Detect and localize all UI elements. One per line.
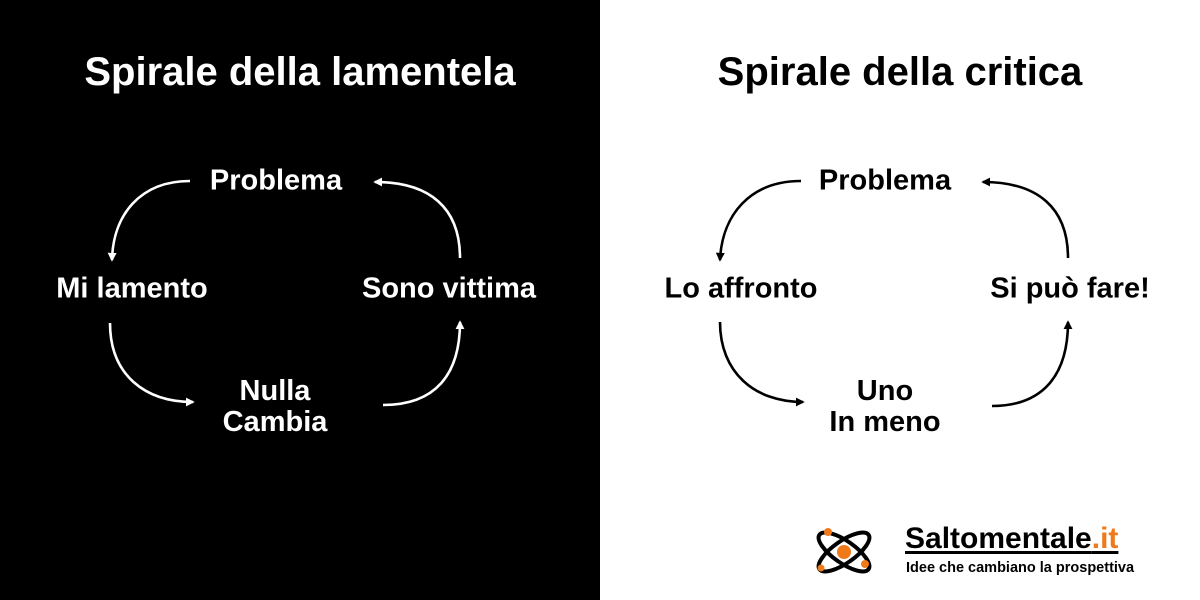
brand-name[interactable] — [905, 522, 1118, 556]
node-victim: Sono vittima — [361, 272, 537, 305]
arrow-complain-to-nothing-changes — [110, 323, 193, 402]
node-nothing-changes-line1: Nulla — [239, 375, 311, 407]
complaint-spiral-title: Spirale della lamentela — [84, 50, 516, 94]
node-nothing-changes — [223, 376, 328, 438]
arrow-nothing-changes-to-victim — [383, 322, 460, 405]
brand-logo[interactable] — [808, 512, 1168, 592]
node-one-less — [829, 376, 940, 438]
node-problem: Problema — [209, 164, 343, 197]
arrow-problem-to-face — [720, 181, 801, 260]
node-can-do: Si può fare! — [990, 272, 1150, 305]
node-face-it: Lo affronto — [664, 272, 818, 305]
arrow-problem-to-complain — [112, 181, 190, 260]
arrow-victim-to-problem — [375, 182, 460, 258]
criticism-spiral-panel — [600, 0, 1200, 600]
criticism-spiral-title: Spirale della critica — [717, 50, 1083, 94]
node-problem: Problema — [818, 164, 952, 197]
brand-name-tld: .it — [1091, 522, 1119, 555]
brand-name-main: Saltomentale — [905, 522, 1092, 555]
node-nothing-changes-line2: Cambia — [222, 406, 328, 438]
arrow-can-do-to-problem — [983, 182, 1068, 258]
arrow-one-less-to-can-do — [992, 322, 1068, 406]
node-one-less-line1: Uno — [856, 375, 914, 407]
arrow-face-to-one-less — [720, 322, 803, 402]
node-one-less-line2: In meno — [829, 406, 941, 438]
node-complain: Mi lamento — [56, 272, 208, 305]
atom-icon — [808, 512, 880, 584]
brand-tagline: Idee che cambiano la prospettiva — [906, 560, 1135, 576]
